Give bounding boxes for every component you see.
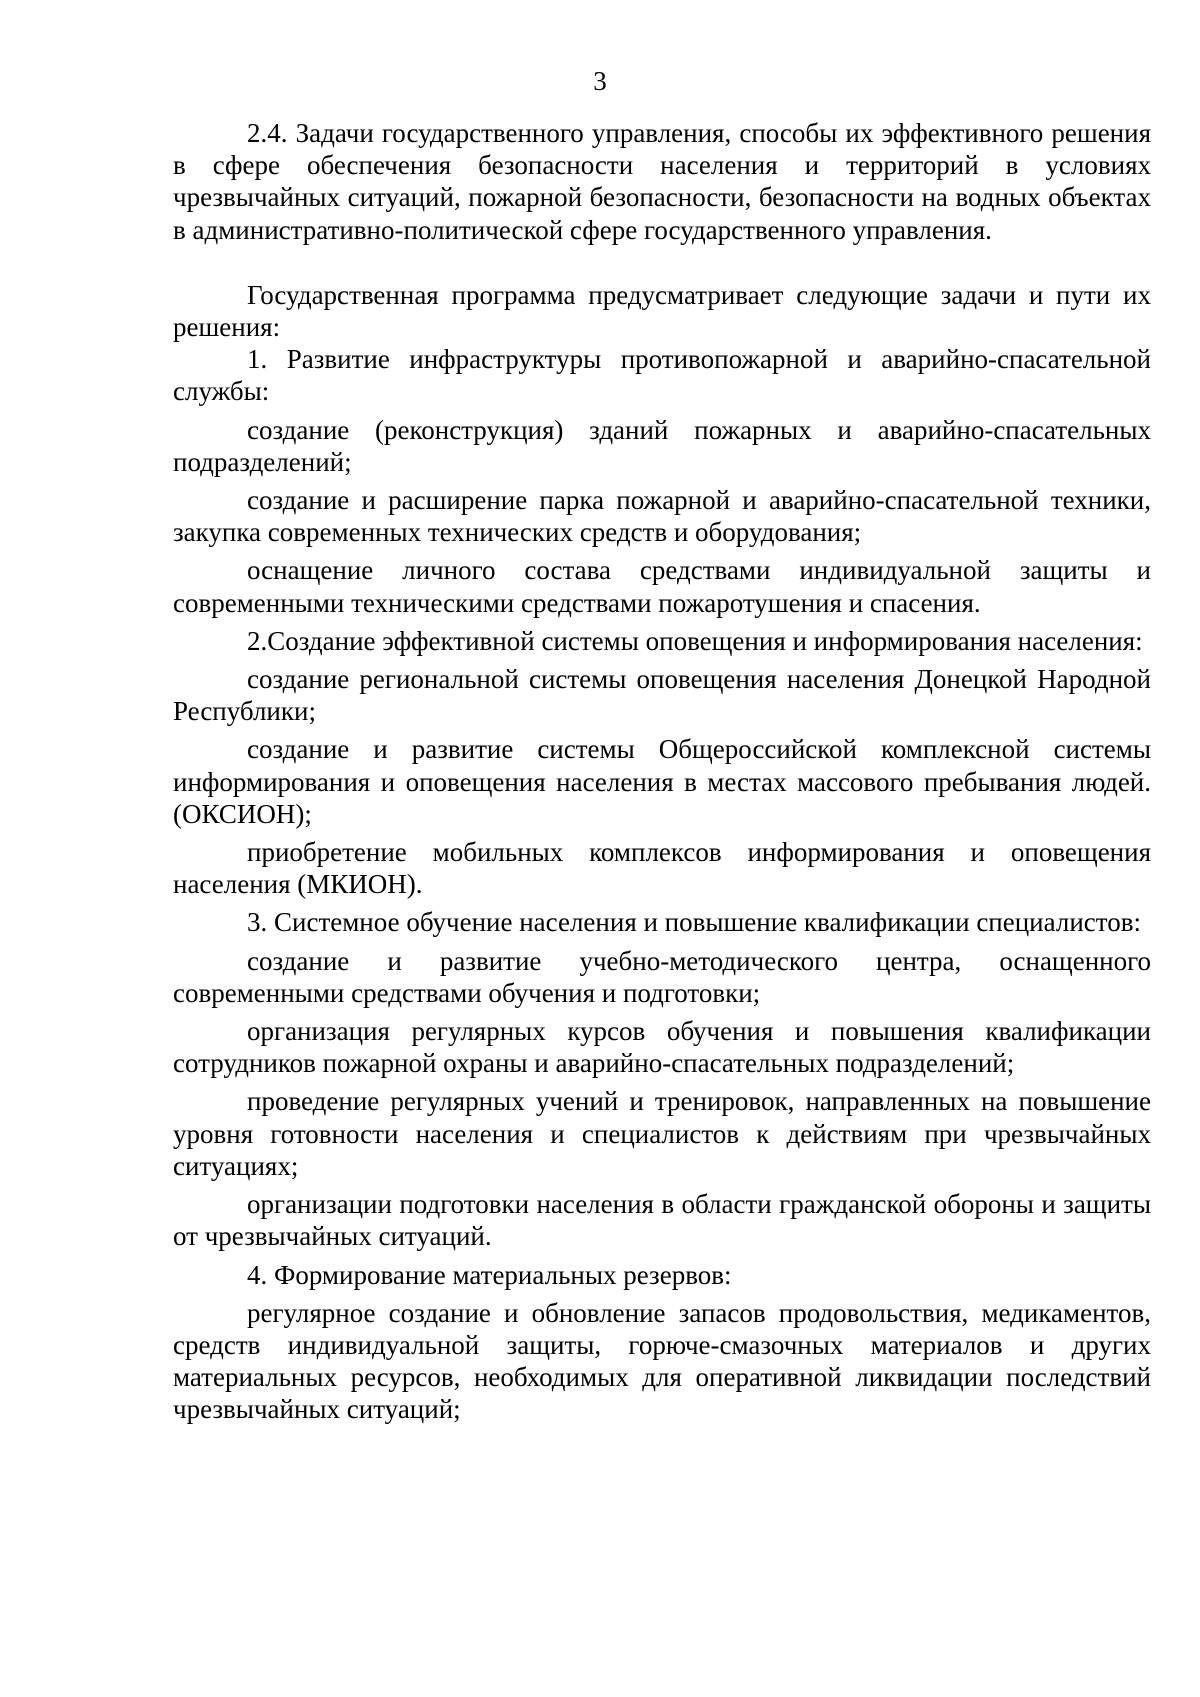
paragraph-item: создание региональной системы оповещения населения Донецкой Народной Республики; <box>173 664 1151 727</box>
paragraph-item: оснащение личного состава средствами индивидуальной защиты и современными техническими средствами пожаротушения и спасения. <box>173 555 1151 618</box>
document-body <box>173 117 1151 1426</box>
paragraph-item: регулярное создание и обновление запасов продовольствия, медикаментов, средств индивидуальной защиты, горюче-смазочных материалов и других материальных ресурсов, необходимых для оперативной ликвидации последствий чрезвычайных ситуаций; <box>173 1297 1151 1425</box>
paragraph-item: проведение регулярных учений и тренировок, направленных на повышение уровня готовности населения и специалистов к действиям при чрезвычайных ситуациях; <box>173 1086 1151 1181</box>
paragraph-task-3: 3. Системное обучение населения и повышение квалификации специалистов: <box>247 907 1141 938</box>
paragraph-intro: Государственная программа предусматривает следующие задачи и пути их решения: <box>173 279 1151 343</box>
paragraph-item: создание и расширение парка пожарной и аварийно-спасательной техники, закупка современных технических средств и оборудования; <box>173 485 1151 548</box>
paragraph-item: организации подготовки населения в области гражданской обороны и защиты от чрезвычайных ситуаций. <box>173 1189 1151 1252</box>
paragraph-task-2: 2.Создание эффективной системы оповещения и информирования населения: <box>247 625 1143 656</box>
paragraph-item: создание и развитие учебно-методического центра, оснащенного современными средствами обучения и подготовки; <box>173 945 1151 1008</box>
paragraph-task-4: 4. Формирование материальных резервов: <box>247 1259 732 1290</box>
paragraph-item: приобретение мобильных комплексов информирования и оповещения населения (МКИОН). <box>173 837 1151 900</box>
paragraph-item: создание и развитие системы Общероссийской комплексной системы информирования и оповещения населения в местах массового пребывания людей. (ОКСИОН); <box>173 734 1151 829</box>
page-number: 3 <box>593 66 607 96</box>
paragraph-task-1: 1. Развитие инфраструктуры противопожарной и аварийно-спасательной службы: <box>173 344 1151 407</box>
paragraph-item: создание (реконструкция) зданий пожарных и аварийно-спасательных подразделений; <box>173 414 1151 477</box>
paragraph-item: организация регулярных курсов обучения и повышения квалификации сотрудников пожарной охраны и аварийно-спасательных подразделений; <box>173 1016 1151 1079</box>
section-heading: 2.4. Задачи государственного управления, способы их эффективного решения в сфере обеспечения безопасности населения и территорий в условиях чрезвычайных ситуаций, пожарной безопасности, безопасности на водных объектах в административно-политической сфере государственного управления. <box>173 118 1151 245</box>
